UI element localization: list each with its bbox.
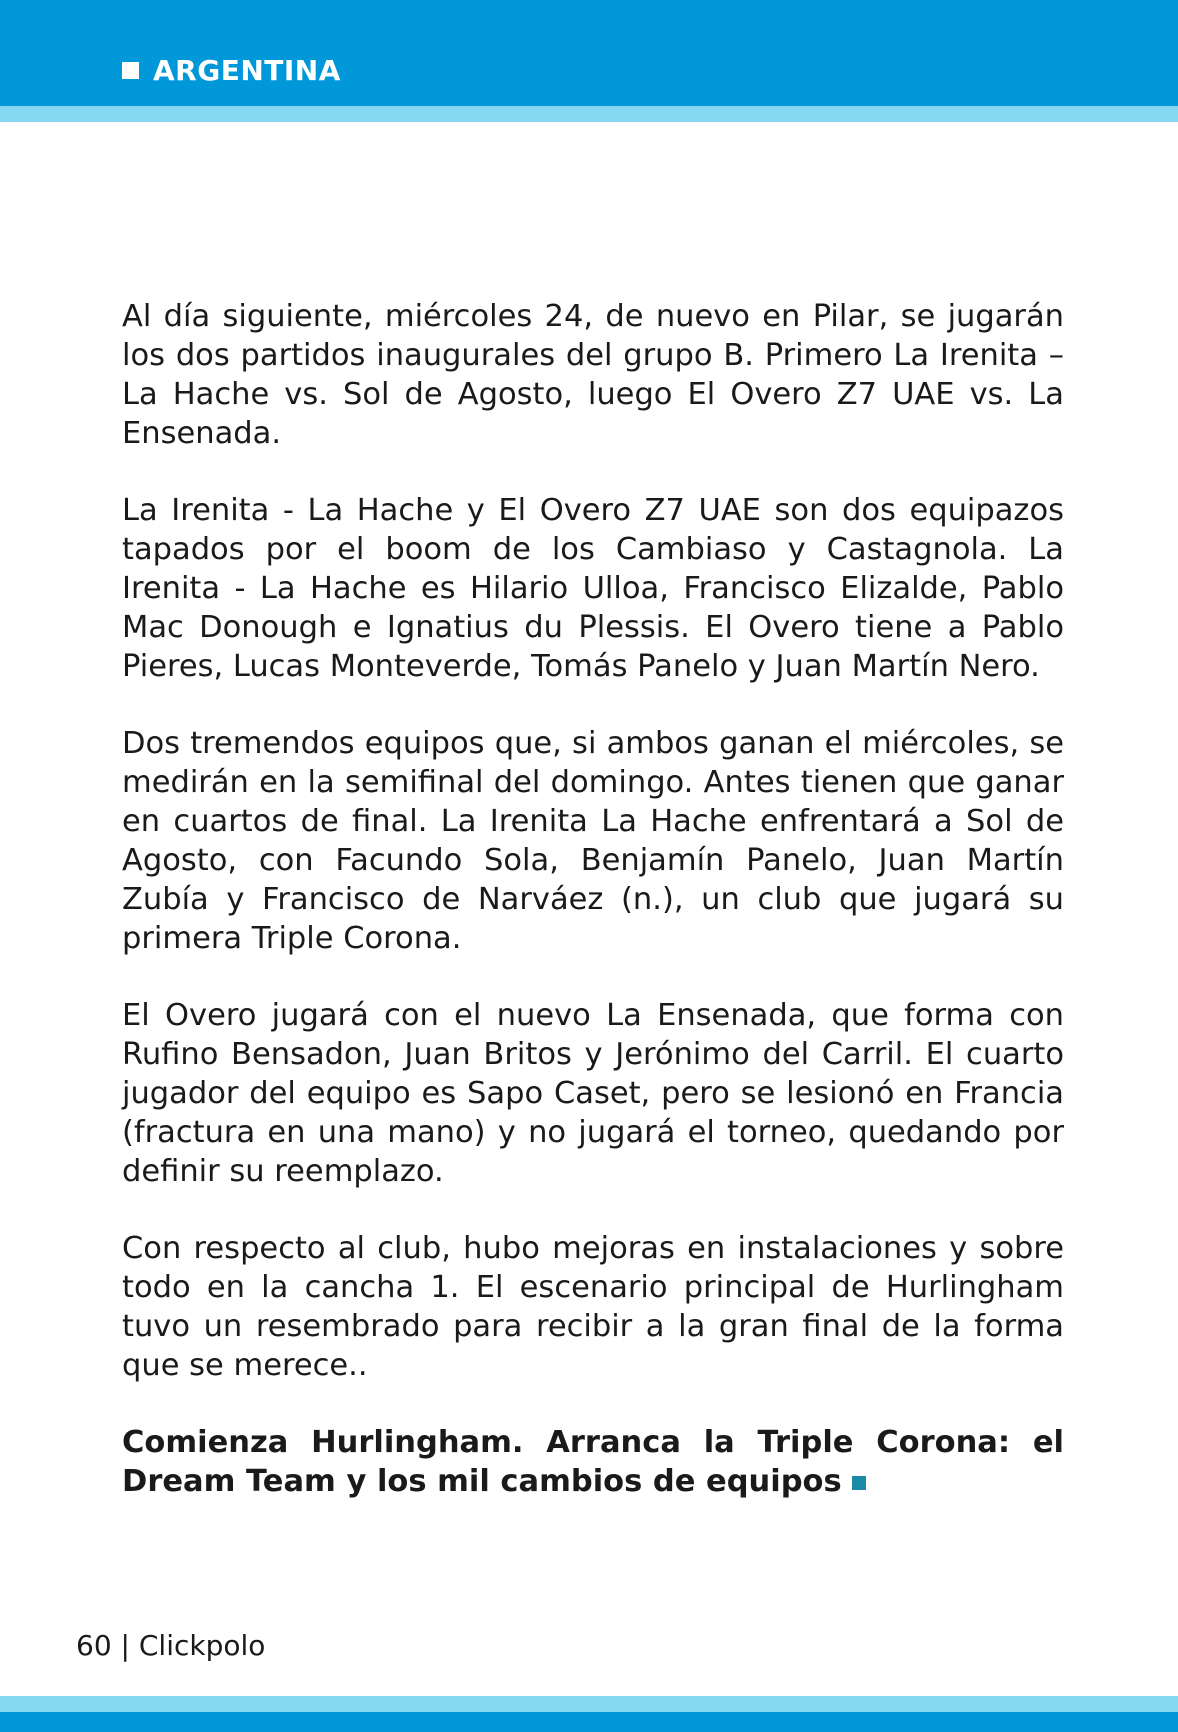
square-bullet-icon [122,62,139,79]
end-of-article-icon [852,1476,866,1490]
page-footer-bar [0,1712,1178,1732]
article-closing [122,1423,1064,1501]
article-paragraph: Al día siguiente, miércoles 24, de nuevo en Pilar, se jugarán los dos partidos inaugurales del grupo B. Primero La Irenita – La Hache vs. Sol de Agosto, luego El Overo Z7 UAE vs. La Ensenada. [122,299,1064,451]
section-label [122,50,341,90]
page-footer-stripe [0,1696,1178,1712]
page-footer-label: 60 | Clickpolo [76,1629,266,1662]
article-paragraph: Con respecto al club, hubo mejoras en instalaciones y sobre todo en la cancha 1. El escenario principal de Hurlingham tuvo un resembrado para recibir a la gran final de la forma que se merece.. [122,1231,1064,1383]
article-paragraph: Dos tremendos equipos que, si ambos ganan el miércoles, se medirán en la semifinal del domingo. Antes tienen que ganar en cuartos de final. La Irenita La Hache enfrentará a Sol de Agosto, con Facundo Sola, Benjamín Panelo, Juan Martín Zubía y Francisco de Narváez (n.), un club que jugará su primera Triple Corona. [122,726,1064,956]
section-title: ARGENTINA [153,53,341,87]
article-closing-text: Comienza Hurlingham. Arranca la Triple Corona: el Dream Team y los mil cambios de equipos [122,1425,1064,1499]
article-body [122,297,1064,1539]
page-header-stripe [0,106,1178,122]
article-paragraph: El Overo jugará con el nuevo La Ensenada, que forma con Rufino Bensadon, Juan Britos y Jerónimo del Carril. El cuarto jugador del equipo es Sapo Caset, pero se lesionó en Francia (fractura en una mano) y no jugará el torneo, quedando por definir su reemplazo. [122,998,1064,1189]
article-paragraph: La Irenita - La Hache y El Overo Z7 UAE son dos equipazos tapados por el boom de los Cambiaso y Castagnola. La Irenita - La Hache es Hilario Ulloa, Francisco Elizalde, Pablo Mac Donough e Ignatius du Plessis. El Overo tiene a Pablo Pieres, Lucas Monteverde, Tomás Panelo y Juan Martín Nero. [122,493,1064,684]
